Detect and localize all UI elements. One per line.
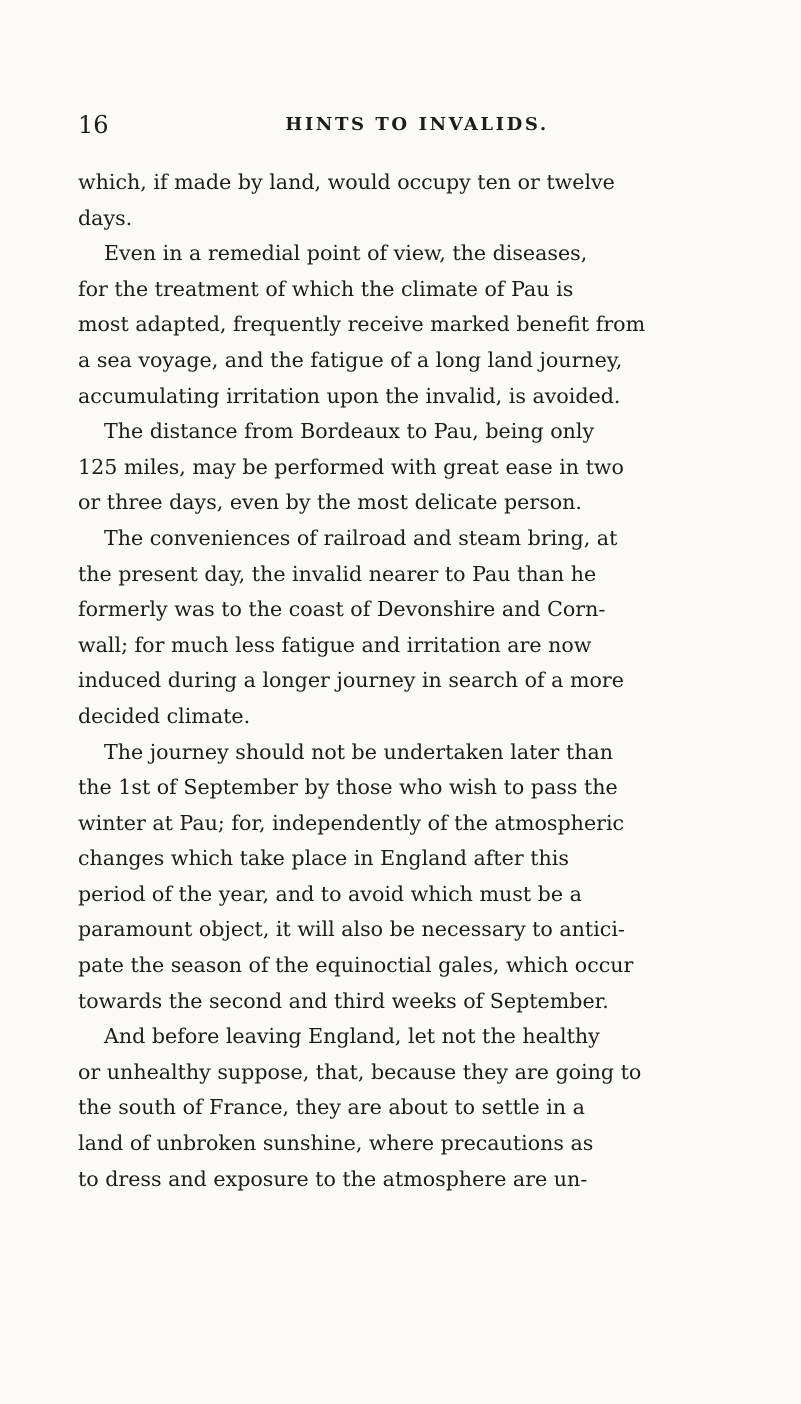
body-text [78, 165, 720, 1197]
text-line: which, if made by land, would occupy ten or twelve [78, 170, 615, 194]
text-line: accumulating irritation upon the invalid, is avoided. [78, 383, 621, 408]
text-line: wall; for much less fatigue and irritation are now [78, 632, 592, 657]
text-line: induced during a longer journey in search of a more [78, 668, 624, 693]
text-line: pate the season of the equinoctial gales, which occur [78, 953, 634, 978]
text-line: land of unbroken sunshine, where precautions as [78, 1131, 594, 1156]
text-line: changes which take place in England after this [78, 846, 569, 871]
text-line: for the treatment of which the climate of Pau is [78, 276, 574, 301]
text-line: the 1st of September by those who wish to pass the [78, 775, 618, 800]
text-line: the present day, the invalid nearer to Pau than he [78, 561, 597, 586]
text-line: paramount object, it will also be necessary to antici- [78, 917, 625, 942]
page-number: 16 [78, 111, 109, 139]
text-line: decided climate. [78, 703, 251, 728]
text-line: the south of France, they are about to settle in a [78, 1095, 585, 1120]
paragraph-start-line: And before leaving England, let not the healthy [104, 1024, 600, 1049]
text-line: days. [78, 205, 133, 230]
text-line: or three days, even by the most delicate person. [78, 490, 582, 515]
text-line: formerly was to the coast of Devonshire and Corn- [78, 597, 606, 622]
text-line: to dress and exposure to the atmosphere are un- [78, 1166, 588, 1191]
paragraph-start-line: The journey should not be undertaken later than [104, 739, 614, 764]
text-line: winter at Pau; for, independently of the atmospheric [78, 810, 625, 835]
text-line: towards the second and third weeks of September. [78, 988, 609, 1013]
paragraph-start-line: The distance from Bordeaux to Pau, being only [104, 419, 595, 444]
running-title: HINTS TO INVALIDS. [285, 114, 549, 135]
text-line: or unhealthy suppose, that, because they are going to [78, 1059, 642, 1084]
paragraph-start-line: The conveniences of railroad and steam bring, at [104, 525, 618, 550]
text-line: a sea voyage, and the fatigue of a long land journey, [78, 347, 623, 372]
paragraph-start-line: Even in a remedial point of view, the diseases, [104, 241, 588, 266]
text-line: period of the year, and to avoid which must be a [78, 881, 582, 906]
running-head [78, 110, 718, 150]
text-line: most adapted, frequently receive marked benefit from [78, 312, 646, 337]
text-line: 125 miles, may be performed with great ease in two [78, 454, 624, 479]
